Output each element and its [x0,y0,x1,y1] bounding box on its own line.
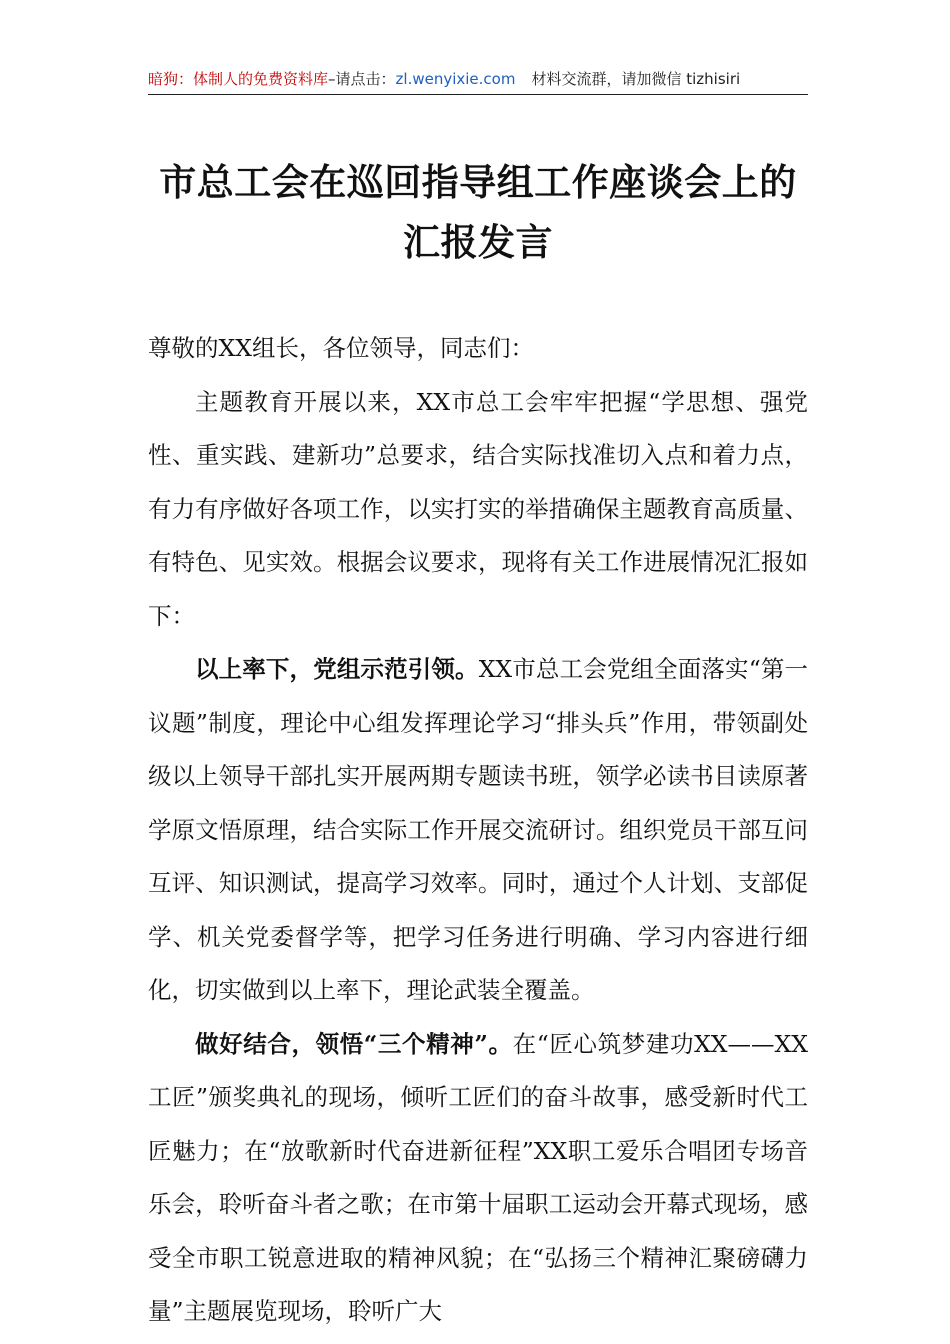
paragraph-text: XX市总工会党组全面落实“第一议题”制度，理论中心组发挥理论学习“排头兵”作用，带领副处级以上领导干部扎实开展两期专题读书班，领学必读书目读原著学原文悟原理，结合实际工作开展交流研讨。组织党员干部互问互评、知识测试，提高学习效率。同时，通过个人计划、支部促学、机关党委督学等，把学习任务进行明确、学习内容进行细化，切实做到以上率下，理论武装全覆盖。 [148,655,808,1004]
paragraph-intro [148,376,808,644]
header-brand: 暗狗：体制人的免费资料库 [148,70,329,88]
paragraph-text: 主题教育开展以来，XX市总工会牢牢把握“学思想、强党性、重实践、建新功”总要求，结合实际找准切入点和着力点，有力有序做好各项工作，以实打实的举措确保主题教育高质量、有特色、见实效。根据会议要求，现将有关工作进展情况汇报如下： [148,387,808,630]
header-link[interactable]: zl.wenyixie.com [395,70,516,88]
header-group-note: 材料交流群，请加微信 tizhisiri [531,70,741,88]
page-header [148,66,808,95]
paragraph-lead: 以上率下，党组示范引领。 [195,655,479,683]
paragraph-text: 在“匠心筑梦建功XX——XX工匠”颁奖典礼的现场，倾听工匠们的奋斗故事，感受新时代工匠魅力；在“放歌新时代奋进新征程”XX职工爱乐合唱团专场音乐会，聆听奋斗者之歌；在市第十届职工运动会开幕式现场，感受全市职工锐意进取的精神风貌；在“弘扬三个精神汇聚磅礴力量”主题展览现场，聆听广大 [148,1029,808,1325]
paragraph-lead: 做好结合，领悟“三个精神”。 [195,1029,513,1058]
document-body [148,322,808,1339]
paragraph-section-1 [148,643,808,1018]
salutation: 尊敬的XX组长，各位领导，同志们： [148,334,534,362]
header-separator: –请点击： [328,70,396,88]
paragraph-section-2 [148,1018,808,1339]
document-title: 市总工会在巡回指导组工作座谈会上的汇报发言 [159,160,797,264]
